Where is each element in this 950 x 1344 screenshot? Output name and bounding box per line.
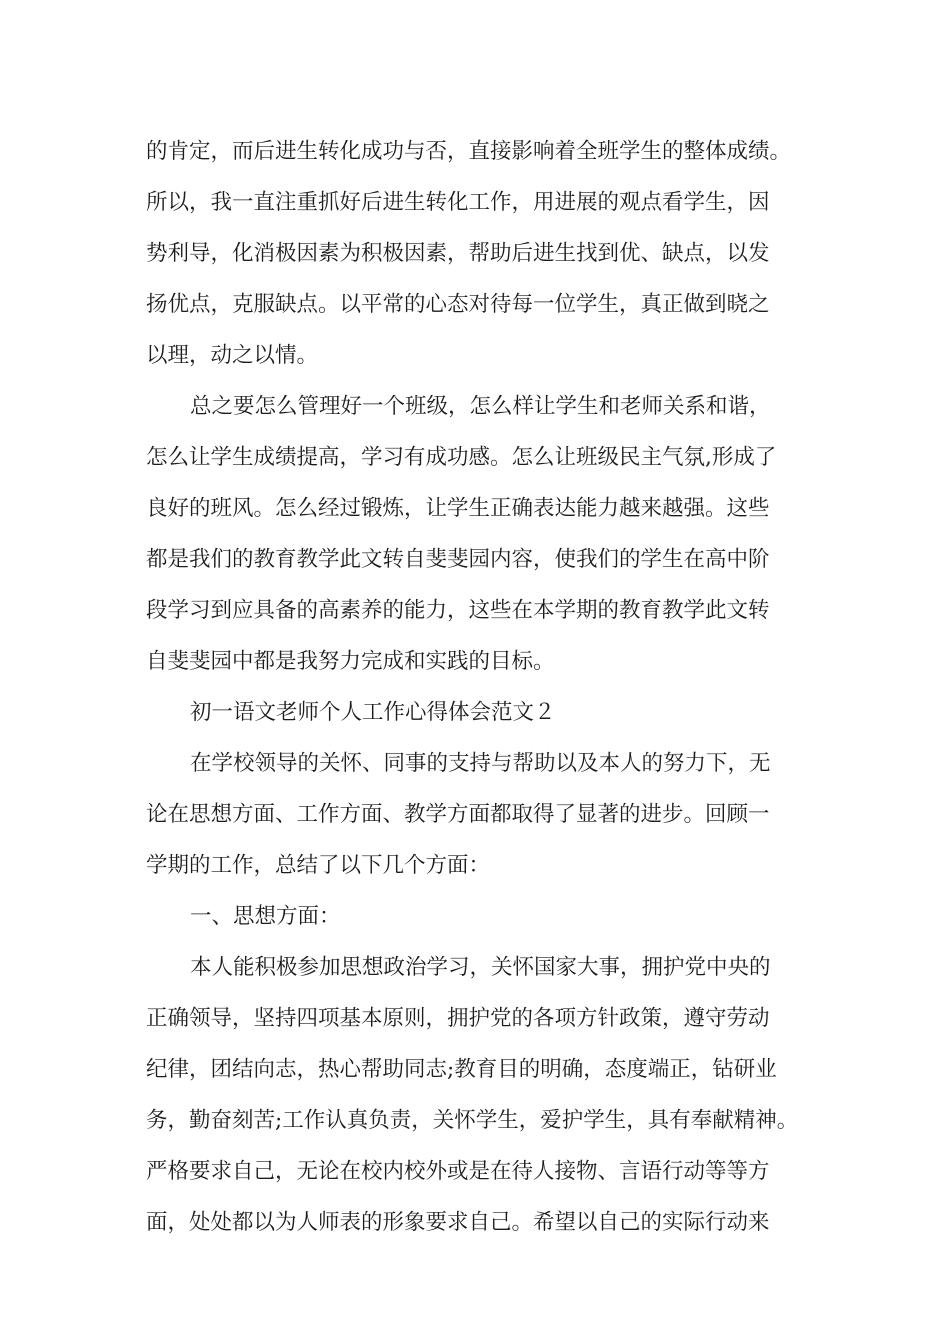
- text-line: 以理，动之以情。: [146, 343, 319, 368]
- text-line: 良好的班风。怎么经过锻炼，让学生正确表达能力越来越强。这些: [146, 496, 770, 521]
- text-line: 所以，我一直注重抓好后进生转化工作，用进展的观点看学生，因: [146, 190, 770, 215]
- text-line: 势利导，化消极因素为积极因素，帮助后进生找到优、缺点，以发: [146, 241, 770, 266]
- paragraph-start-line: 本人能积极参加思想政治学习，关怀国家大事，拥护党中央的: [190, 955, 771, 980]
- text-line: 学期的工作，总结了以下几个方面：: [146, 853, 491, 878]
- paragraph-start-line: 在学校领导的关怀、同事的支持与帮助以及本人的努力下，无: [190, 751, 771, 776]
- text-line: 严格要求自己，无论在校内校外或是在待人接物、言语行动等等方: [146, 1159, 770, 1184]
- text-line: 扬优点，克服缺点。以平常的心态对待每一位学生，真正做到晓之: [146, 292, 770, 317]
- text-line: 的肯定，而后进生转化成功与否，直接影响着全班学生的整体成绩。: [146, 139, 792, 164]
- section-heading: 初一语文老师个人工作心得体会范文２: [190, 700, 556, 725]
- text-line: 正确领导，坚持四项基本原则，拥护党的各项方针政策，遵守劳动: [146, 1006, 770, 1031]
- text-line: 怎么让学生成绩提高，学习有成功感。怎么让班级民主气氛,形成了: [146, 445, 777, 470]
- text-line: 都是我们的教育教学此文转自斐斐园内容，使我们的学生在高中阶: [146, 547, 770, 572]
- text-line: 纪律，团结向志，热心帮助同志;教育目的明确，态度端正，钻研业: [146, 1057, 777, 1082]
- subsection-heading: 一、思想方面：: [190, 904, 341, 929]
- paragraph-start-line: 总之要怎么管理好一个班级，怎么样让学生和老师关系和谐，: [190, 394, 771, 419]
- text-line: 面，处处都以为人师表的形象要求自己。希望以自己的实际行动来: [146, 1210, 770, 1235]
- text-line: 自斐斐园中都是我努力完成和实践的目标。: [146, 649, 555, 674]
- text-line: 段学习到应具备的高素养的能力，这些在本学期的教育教学此文转: [146, 598, 770, 623]
- text-line: 论在思想方面、工作方面、教学方面都取得了显著的进步。回顾一: [146, 802, 770, 827]
- text-line: 务，勤奋刻苦;工作认真负责，关怀学生，爱护学生，具有奉献精神。: [146, 1108, 799, 1133]
- document-body: [146, 126, 826, 1248]
